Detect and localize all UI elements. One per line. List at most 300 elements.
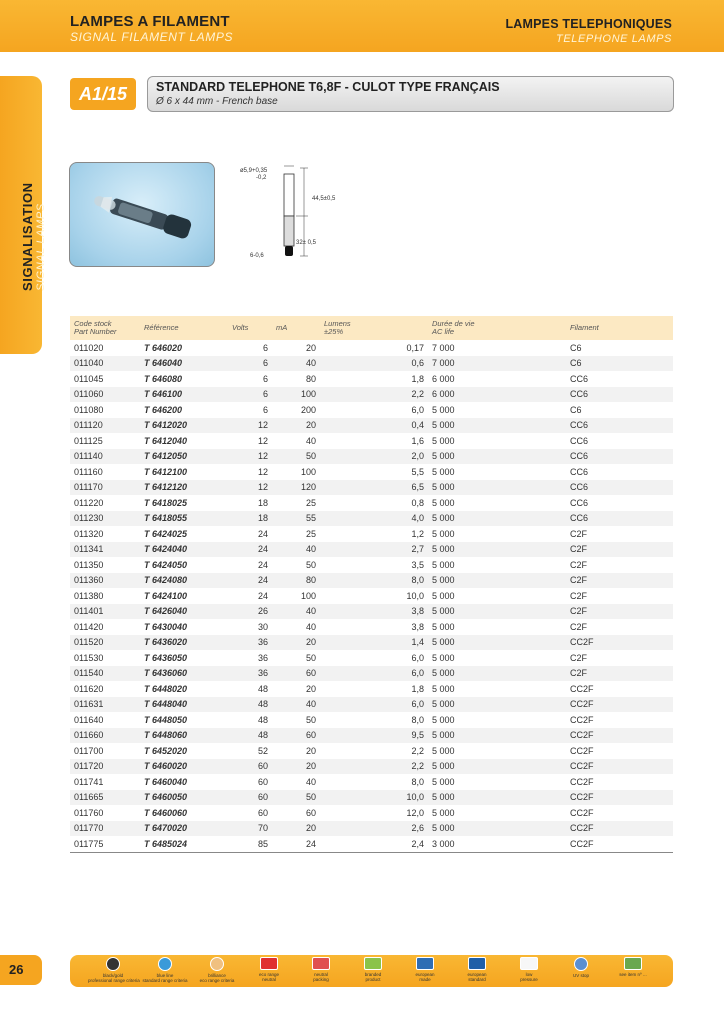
- cell-lumens: 1,8: [411, 373, 424, 384]
- cell-volts: 12: [257, 466, 268, 477]
- cell-life: 5 000: [432, 745, 455, 756]
- cell-filament: CC2F: [570, 807, 594, 818]
- cell-filament: CC2F: [570, 714, 594, 725]
- header-right-subtitle: TELEPHONE LAMPS: [556, 33, 672, 45]
- cell-ma: 200: [300, 404, 316, 415]
- table-row: [70, 557, 673, 573]
- legend-icon: [416, 957, 434, 970]
- cell-code: 011530: [74, 652, 104, 663]
- cell-life: 5 000: [432, 683, 455, 694]
- cell-filament: C2F: [570, 590, 588, 601]
- legend-sublabel: product: [365, 977, 381, 982]
- legend-label: see item nº ...: [619, 972, 647, 977]
- cell-lumens: 10,0: [406, 590, 424, 601]
- cell-life: 5 000: [432, 435, 455, 446]
- cell-ma: 60: [305, 807, 316, 818]
- cell-filament: CC6: [570, 482, 589, 493]
- cell-code: 011170: [74, 482, 103, 493]
- cell-reference: T 6448040: [144, 699, 188, 710]
- cell-code: 011040: [74, 358, 104, 369]
- legend-item: [140, 957, 190, 983]
- cell-ma: 60: [305, 668, 316, 679]
- legend-sublabel: pressure: [520, 977, 538, 982]
- cell-filament: CC2F: [570, 792, 594, 803]
- cell-reference: T 646080: [144, 373, 183, 384]
- cell-code: 011520: [74, 637, 104, 648]
- cell-code: 011160: [74, 466, 103, 477]
- cell-reference: T 6426040: [144, 606, 188, 617]
- cell-reference: T 6460050: [144, 792, 188, 803]
- cell-reference: T 6460020: [144, 761, 188, 772]
- cell-reference: T 6424025: [144, 528, 188, 539]
- legend-item: [348, 957, 398, 982]
- legend-label: blue line: [156, 973, 174, 978]
- col-life-label: Durée de vie: [432, 319, 475, 328]
- cell-lumens: 3,5: [411, 559, 424, 570]
- col-code: [70, 316, 140, 340]
- cell-code: 011760: [74, 807, 104, 818]
- cell-lumens: 2,2: [411, 745, 424, 756]
- cell-life: 5 000: [432, 606, 455, 617]
- cell-lumens: 6,0: [411, 668, 424, 679]
- lamp-image: [70, 163, 214, 266]
- cell-filament: CC6: [570, 435, 589, 446]
- table-row: [70, 340, 673, 356]
- cell-filament: CC6: [570, 497, 589, 508]
- cell-volts: 12: [257, 435, 268, 446]
- legend-item: [88, 957, 138, 983]
- section-title: SIGNALISATION: [20, 182, 35, 291]
- table-row: [70, 573, 673, 589]
- cell-volts: 70: [257, 823, 268, 834]
- cell-volts: 60: [257, 792, 268, 803]
- legend-label: european: [467, 972, 487, 977]
- cell-life: 5 000: [432, 590, 455, 601]
- cell-reference: T 6448050: [144, 714, 188, 725]
- legend-icon: [520, 957, 538, 970]
- section-tab: [0, 76, 47, 354]
- cell-volts: 36: [257, 637, 268, 648]
- cell-life: 3 000: [428, 836, 566, 852]
- cell-filament: C6: [570, 358, 582, 369]
- cell-filament: C2F: [570, 575, 588, 586]
- cell-ma: 100: [300, 590, 316, 601]
- cell-volts: 18: [257, 497, 268, 508]
- cell-ma: 40: [305, 358, 316, 369]
- col-code-label: Code stock: [74, 319, 112, 328]
- table-row: [70, 449, 673, 465]
- cell-volts: 36: [257, 652, 268, 663]
- table-row: [70, 836, 673, 852]
- cell-life: 5 000: [432, 807, 455, 818]
- cell-lumens: 0,4: [411, 420, 424, 431]
- table-row: [70, 480, 673, 496]
- table-header-row: [70, 316, 673, 340]
- cell-code: 011770: [74, 823, 104, 834]
- cell-reference: T 6412040: [144, 435, 188, 446]
- legend-icon: [158, 957, 172, 971]
- cell-lumens: 0,6: [411, 358, 424, 369]
- cell-code: 011620: [74, 683, 104, 694]
- cell-filament: C6: [570, 342, 582, 353]
- header-left: [70, 14, 233, 44]
- col-filament: Filament: [570, 323, 599, 332]
- cell-lumens: 4,0: [411, 513, 424, 524]
- cell-lumens: 12,0: [406, 807, 424, 818]
- cell-reference: T 6412050: [144, 451, 188, 462]
- cell-filament: CC6: [570, 420, 589, 431]
- cell-life: 5 000: [432, 730, 455, 741]
- cell-volts: 12: [257, 482, 268, 493]
- cell-volts: 85: [228, 836, 272, 852]
- cell-code: 011380: [74, 590, 104, 601]
- base-length-label: 32± 0,5: [296, 240, 316, 246]
- cell-volts: 6: [262, 404, 268, 415]
- cell-reference: T 6424080: [144, 575, 188, 586]
- cell-ma: 20: [305, 637, 316, 648]
- cell-lumens: 3,8: [411, 621, 424, 632]
- cell-life: 5 000: [432, 575, 455, 586]
- cell-filament: CC6: [570, 373, 589, 384]
- cell-reference: T 6424040: [144, 544, 188, 555]
- cell-reference: T 6448020: [144, 683, 188, 694]
- cell-code: 011631: [74, 699, 104, 710]
- cell-volts: 6: [262, 342, 268, 353]
- cell-reference: T 646100: [144, 389, 183, 400]
- cell-lumens: 10,0: [406, 792, 424, 803]
- cell-reference: T 646200: [144, 404, 183, 415]
- legend-sublabel: packing: [313, 977, 329, 982]
- diameter-label: ø5,9+0,35: [240, 168, 268, 174]
- cell-lumens: 6,0: [411, 404, 424, 415]
- lamp-photo: [69, 162, 215, 267]
- cell-reference: T 6436020: [144, 637, 188, 648]
- cell-lumens: 6,5: [411, 482, 424, 493]
- cell-ma: 40: [305, 435, 316, 446]
- cell-reference: T 646040: [144, 358, 183, 369]
- cell-reference: T 6418025: [144, 497, 188, 508]
- cell-filament: CC6: [570, 513, 589, 524]
- cell-code: 011080: [74, 404, 104, 415]
- cell-ma: 40: [305, 606, 316, 617]
- legend-icon: [624, 957, 642, 970]
- cell-lumens: 2,2: [411, 761, 424, 772]
- cell-lumens: 8,0: [411, 575, 424, 586]
- cell-ma: 20: [305, 761, 316, 772]
- cell-code: 011125: [74, 435, 103, 446]
- legend-icon: [468, 957, 486, 970]
- cell-ma: 24: [272, 836, 320, 852]
- header-left-subtitle: SIGNAL FILAMENT LAMPS: [70, 30, 234, 44]
- legend-item: [244, 957, 294, 982]
- cell-volts: 48: [257, 683, 268, 694]
- cell-lumens: 1,6: [411, 435, 424, 446]
- cell-reference: T 6436060: [144, 668, 188, 679]
- cell-code: 011350: [74, 559, 104, 570]
- cell-ma: 20: [305, 745, 316, 756]
- table-row: [70, 712, 673, 728]
- cell-reference: T 6448060: [144, 730, 188, 741]
- section-tab-text: [21, 182, 48, 291]
- legend-sublabel: eco range criteria: [199, 978, 235, 983]
- cell-filament: CC2F: [570, 637, 594, 648]
- cell-ma: 20: [305, 420, 316, 431]
- cell-life: 5 000: [432, 451, 455, 462]
- cell-code: 011665: [74, 792, 104, 803]
- cell-volts: 24: [257, 559, 268, 570]
- cell-filament: C2F: [570, 606, 588, 617]
- table-row: [70, 821, 673, 837]
- table-row: [70, 681, 673, 697]
- cell-code: 011230: [74, 513, 104, 524]
- legend-item: [556, 957, 606, 978]
- cell-life: 5 000: [432, 652, 455, 663]
- legend-label: low: [525, 972, 533, 977]
- cell-volts: 18: [257, 513, 268, 524]
- table-row: [70, 619, 673, 635]
- legend-label: eco range: [258, 972, 279, 977]
- table-row: [70, 356, 673, 372]
- cell-reference: T 646020: [144, 342, 183, 353]
- cell-volts: 48: [257, 699, 268, 710]
- lamp-table: [70, 316, 673, 853]
- legend-sublabel: neutral: [262, 977, 276, 982]
- legend-item: [296, 957, 346, 982]
- cell-ma: 40: [305, 621, 316, 632]
- legend-item: [452, 957, 502, 982]
- cell-lumens: 2,0: [411, 451, 424, 462]
- cell-lumens: 1,4: [411, 637, 424, 648]
- cell-code: 011060: [74, 389, 104, 400]
- cell-lumens: 8,0: [411, 714, 424, 725]
- cell-life: 5 000: [432, 823, 455, 834]
- table-row: [70, 635, 673, 651]
- table-row: [70, 697, 673, 713]
- cell-ma: 25: [305, 497, 316, 508]
- cell-code: 011045: [74, 373, 104, 384]
- cell-life: 7 000: [432, 342, 455, 353]
- cell-filament: CC2F: [570, 761, 594, 772]
- cell-volts: 6: [262, 389, 268, 400]
- cell-filament: C2F: [570, 668, 588, 679]
- cell-filament: C6: [570, 404, 582, 415]
- cell-life: 5 000: [432, 497, 455, 508]
- page-header: [0, 0, 724, 52]
- cell-life: 5 000: [432, 668, 455, 679]
- section-subtitle: SIGNAL LAMPS: [35, 203, 47, 291]
- cell-life: 5 000: [432, 513, 455, 524]
- legend-label: branded: [364, 972, 382, 977]
- cell-reference: T 6436050: [144, 652, 188, 663]
- cell-life: 5 000: [432, 420, 455, 431]
- cell-code: 011660: [74, 730, 104, 741]
- cell-code: 011360: [74, 575, 104, 586]
- cell-code: 011775: [70, 836, 140, 852]
- col-lumens-label: Lumens: [324, 319, 351, 328]
- legend-sublabel: professional range criteria: [88, 978, 140, 983]
- cell-life: 5 000: [432, 544, 455, 555]
- cell-ma: 50: [305, 559, 316, 570]
- cell-filament: CC2F: [566, 836, 673, 852]
- cell-ma: 50: [305, 451, 316, 462]
- cell-ma: 50: [305, 714, 316, 725]
- cell-code: 011700: [74, 745, 104, 756]
- product-subtitle: Ø 6 x 44 mm - French base: [156, 96, 278, 107]
- cell-lumens: 0,17: [406, 342, 424, 353]
- cell-ma: 50: [305, 792, 316, 803]
- cell-ma: 40: [305, 776, 316, 787]
- cell-life: 6 000: [432, 389, 455, 400]
- legend-sublabel: made: [419, 977, 431, 982]
- cell-volts: 12: [257, 451, 268, 462]
- cell-volts: 6: [262, 373, 268, 384]
- cell-code: 011220: [74, 497, 104, 508]
- cell-lumens: 6,0: [411, 652, 424, 663]
- cell-ma: 40: [305, 699, 316, 710]
- table-row: [70, 526, 673, 542]
- cell-ma: 120: [300, 482, 316, 493]
- cell-filament: C2F: [570, 621, 588, 632]
- legend-item: [192, 957, 242, 983]
- product-title: STANDARD TELEPHONE T6,8F - CULOT TYPE FRANÇAIS: [156, 80, 500, 94]
- table-row: [70, 464, 673, 480]
- cell-ma: 25: [305, 528, 316, 539]
- cell-ma: 100: [300, 389, 316, 400]
- col-lumens-sublabel: ±25%: [324, 327, 344, 336]
- cell-life: 5 000: [432, 699, 455, 710]
- col-reference: Référence: [144, 323, 179, 332]
- cell-code: 011140: [74, 451, 103, 462]
- base-diameter-label: 6-0,6: [250, 253, 264, 259]
- table-row: [70, 495, 673, 511]
- col-lumens: [320, 316, 428, 340]
- cell-reference: T 6424100: [144, 590, 188, 601]
- legend-label: european: [415, 972, 435, 977]
- cell-life: 5 000: [432, 482, 455, 493]
- cell-lumens: 2,4: [320, 836, 428, 852]
- cell-filament: CC2F: [570, 730, 594, 741]
- cell-ma: 40: [305, 544, 316, 555]
- cell-code: 011640: [74, 714, 104, 725]
- cell-filament: C2F: [570, 528, 588, 539]
- cell-life: 5 000: [432, 714, 455, 725]
- legend-icon: [260, 957, 278, 970]
- cell-lumens: 3,8: [411, 606, 424, 617]
- cell-code: 011420: [74, 621, 104, 632]
- legend-sublabel: standard: [468, 977, 486, 982]
- cell-life: 5 000: [432, 637, 455, 648]
- cell-volts: 24: [257, 575, 268, 586]
- cell-lumens: 2,2: [411, 389, 424, 400]
- table-row: [70, 433, 673, 449]
- cell-filament: C2F: [570, 544, 588, 555]
- cell-lumens: 0,8: [411, 497, 424, 508]
- table-row: [70, 728, 673, 744]
- cell-reference: T 6485024: [140, 836, 228, 852]
- cell-filament: CC6: [570, 389, 589, 400]
- legend-item: [504, 957, 554, 982]
- cell-reference: T 6424050: [144, 559, 188, 570]
- table-row: [70, 790, 673, 806]
- cell-reference: T 6470020: [144, 823, 188, 834]
- cell-filament: CC2F: [570, 745, 594, 756]
- header-right-title: LAMPES TELEPHONIQUES: [505, 17, 672, 31]
- legend-sublabel: standard range criteria: [142, 978, 188, 983]
- cell-lumens: 2,6: [411, 823, 424, 834]
- header-right: [505, 16, 672, 46]
- cell-code: 011341: [74, 544, 104, 555]
- cell-filament: CC2F: [570, 699, 594, 710]
- cell-volts: 60: [257, 761, 268, 772]
- cell-life: 5 000: [432, 792, 455, 803]
- table-row: [70, 805, 673, 821]
- cell-life: 5 000: [432, 621, 455, 632]
- cell-life: 5 000: [432, 528, 455, 539]
- cell-volts: 48: [257, 730, 268, 741]
- cell-ma: 100: [300, 466, 316, 477]
- cell-ma: 20: [305, 683, 316, 694]
- cell-life: 6 000: [432, 373, 455, 384]
- cell-volts: 48: [257, 714, 268, 725]
- cell-life: 5 000: [432, 761, 455, 772]
- cell-life: 5 000: [432, 466, 455, 477]
- dimension-diagram: [230, 160, 360, 270]
- table-row: [70, 774, 673, 790]
- cell-ma: 50: [305, 652, 316, 663]
- cell-life: 7 000: [432, 358, 455, 369]
- header-left-title: LAMPES A FILAMENT: [70, 13, 230, 30]
- table-row: [70, 666, 673, 682]
- cell-volts: 24: [257, 590, 268, 601]
- cell-volts: 24: [257, 544, 268, 555]
- cell-lumens: 1,2: [411, 528, 424, 539]
- table-row: [70, 387, 673, 403]
- legend-icon: [210, 957, 224, 971]
- table-row: [70, 371, 673, 387]
- legend-label: brilliance: [208, 973, 226, 978]
- cell-life: 5 000: [432, 404, 455, 415]
- table-row: [70, 650, 673, 666]
- cell-reference: T 6460040: [144, 776, 188, 787]
- cell-code: 011020: [74, 342, 104, 353]
- table-row: [70, 604, 673, 620]
- cell-ma: 80: [305, 575, 316, 586]
- table-row: [70, 511, 673, 527]
- table-row: [70, 402, 673, 418]
- cell-reference: T 6412120: [144, 482, 188, 493]
- cell-filament: CC2F: [570, 776, 594, 787]
- cell-life: 5 000: [432, 776, 455, 787]
- cell-filament: C2F: [570, 652, 588, 663]
- legend-bar: [70, 955, 673, 987]
- legend-item: [608, 957, 658, 977]
- cell-reference: T 6452020: [144, 745, 188, 756]
- cell-code: 011320: [74, 528, 104, 539]
- page-number-tab: [0, 955, 42, 985]
- col-code-sublabel: Part Number: [74, 327, 117, 336]
- cell-lumens: 1,8: [411, 683, 424, 694]
- legend-item: [400, 957, 450, 982]
- product-title-box: [147, 76, 674, 112]
- table-row: [70, 743, 673, 759]
- legend-label: neutral: [314, 972, 328, 977]
- cell-reference: T 6460060: [144, 807, 188, 818]
- cell-code: 011120: [74, 420, 103, 431]
- cell-ma: 20: [305, 342, 316, 353]
- cell-ma: 20: [305, 823, 316, 834]
- cell-filament: CC6: [570, 451, 589, 462]
- cell-ma: 80: [305, 373, 316, 384]
